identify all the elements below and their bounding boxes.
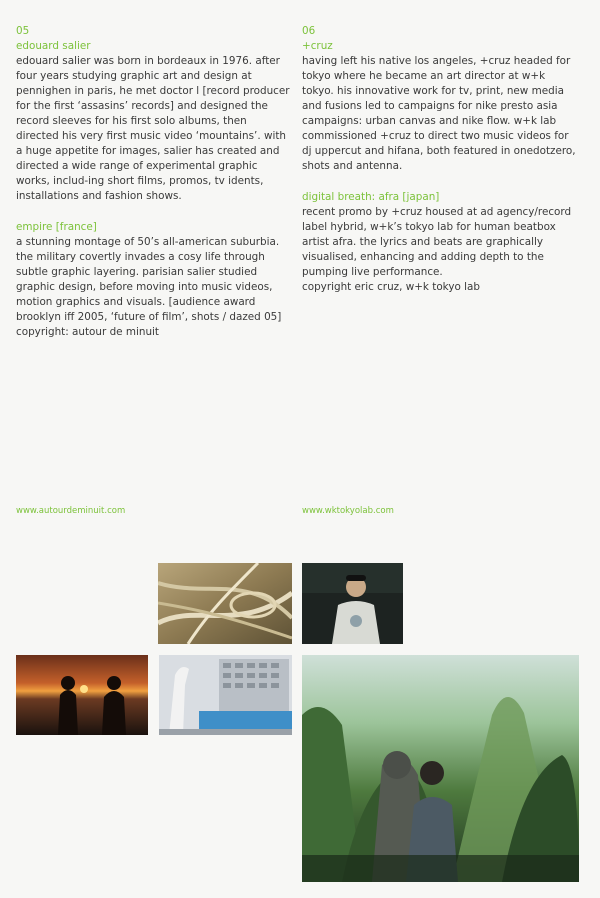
copyright-line: copyright: autour de minuit [16,326,160,338]
artist-name: edouard salier [16,40,91,52]
entry-number: 05 [16,25,30,37]
sunset-silhouettes-image [16,655,148,735]
right-column [302,24,577,295]
work-title: digital breath: afra [japan] [302,191,440,203]
artist-bio: edouard salier was born in bordeaux in 1976. after four years studying graphic art and design at pennighen in paris, he met doctor l [record producer for the first ‘assasins’ records] and designed the record sleeves for his first solo albums, then directed his very first music video ‘mountains’. with a huge appetite for images, salier has created and directed a wide range of experimental graphic works, includ-ing short films, promos, tv idents, installations and fashion shows. [16,55,290,202]
website-link-autourdeminuit[interactable]: www.autourdeminuit.com [16,506,126,516]
work-title: empire [france] [16,221,97,233]
work-description: a stunning montage of 50’s all-american suburbia. the military covertly invades a cosy life through subtle graphic layering. parisian salier studied graphic design, before moving into music videos, motion graphics and visuals. [audience award brooklyn iff 2005, ‘future of film’, shots / dazed 05] [16,236,282,323]
poolside-buildings-image [159,655,292,735]
jungle-landscape-image [302,655,579,882]
left-column [16,24,291,340]
copyright-line: copyright eric cruz, w+k tokyo lab [302,281,480,293]
website-link-wktokyolab[interactable]: www.wktokyolab.com [302,506,394,516]
entry-number: 06 [302,25,316,37]
man-portrait-image [302,563,403,644]
highway-interchange-image [158,563,292,644]
artist-bio: having left his native los angeles, +cruz headed for tokyo where he became an art director at w+k tokyo. his innovative work for tv, print, new media and fusions led to campaigns for nike presto asia campaigns: urban canvas and nike flow. w+k lab commissioned +cruz to direct two music videos for dj uppercut and hifana, both featured in onedotzero, shots and antenna. [302,55,576,172]
work-description: recent promo by +cruz housed at ad agency/record label hybrid, w+k’s tokyo lab for human beatbox artist afra. the lyrics and beats are graphically visualised, enhancing and adding depth to the pumping live performance. [302,206,572,278]
artist-name: +cruz [302,40,333,52]
